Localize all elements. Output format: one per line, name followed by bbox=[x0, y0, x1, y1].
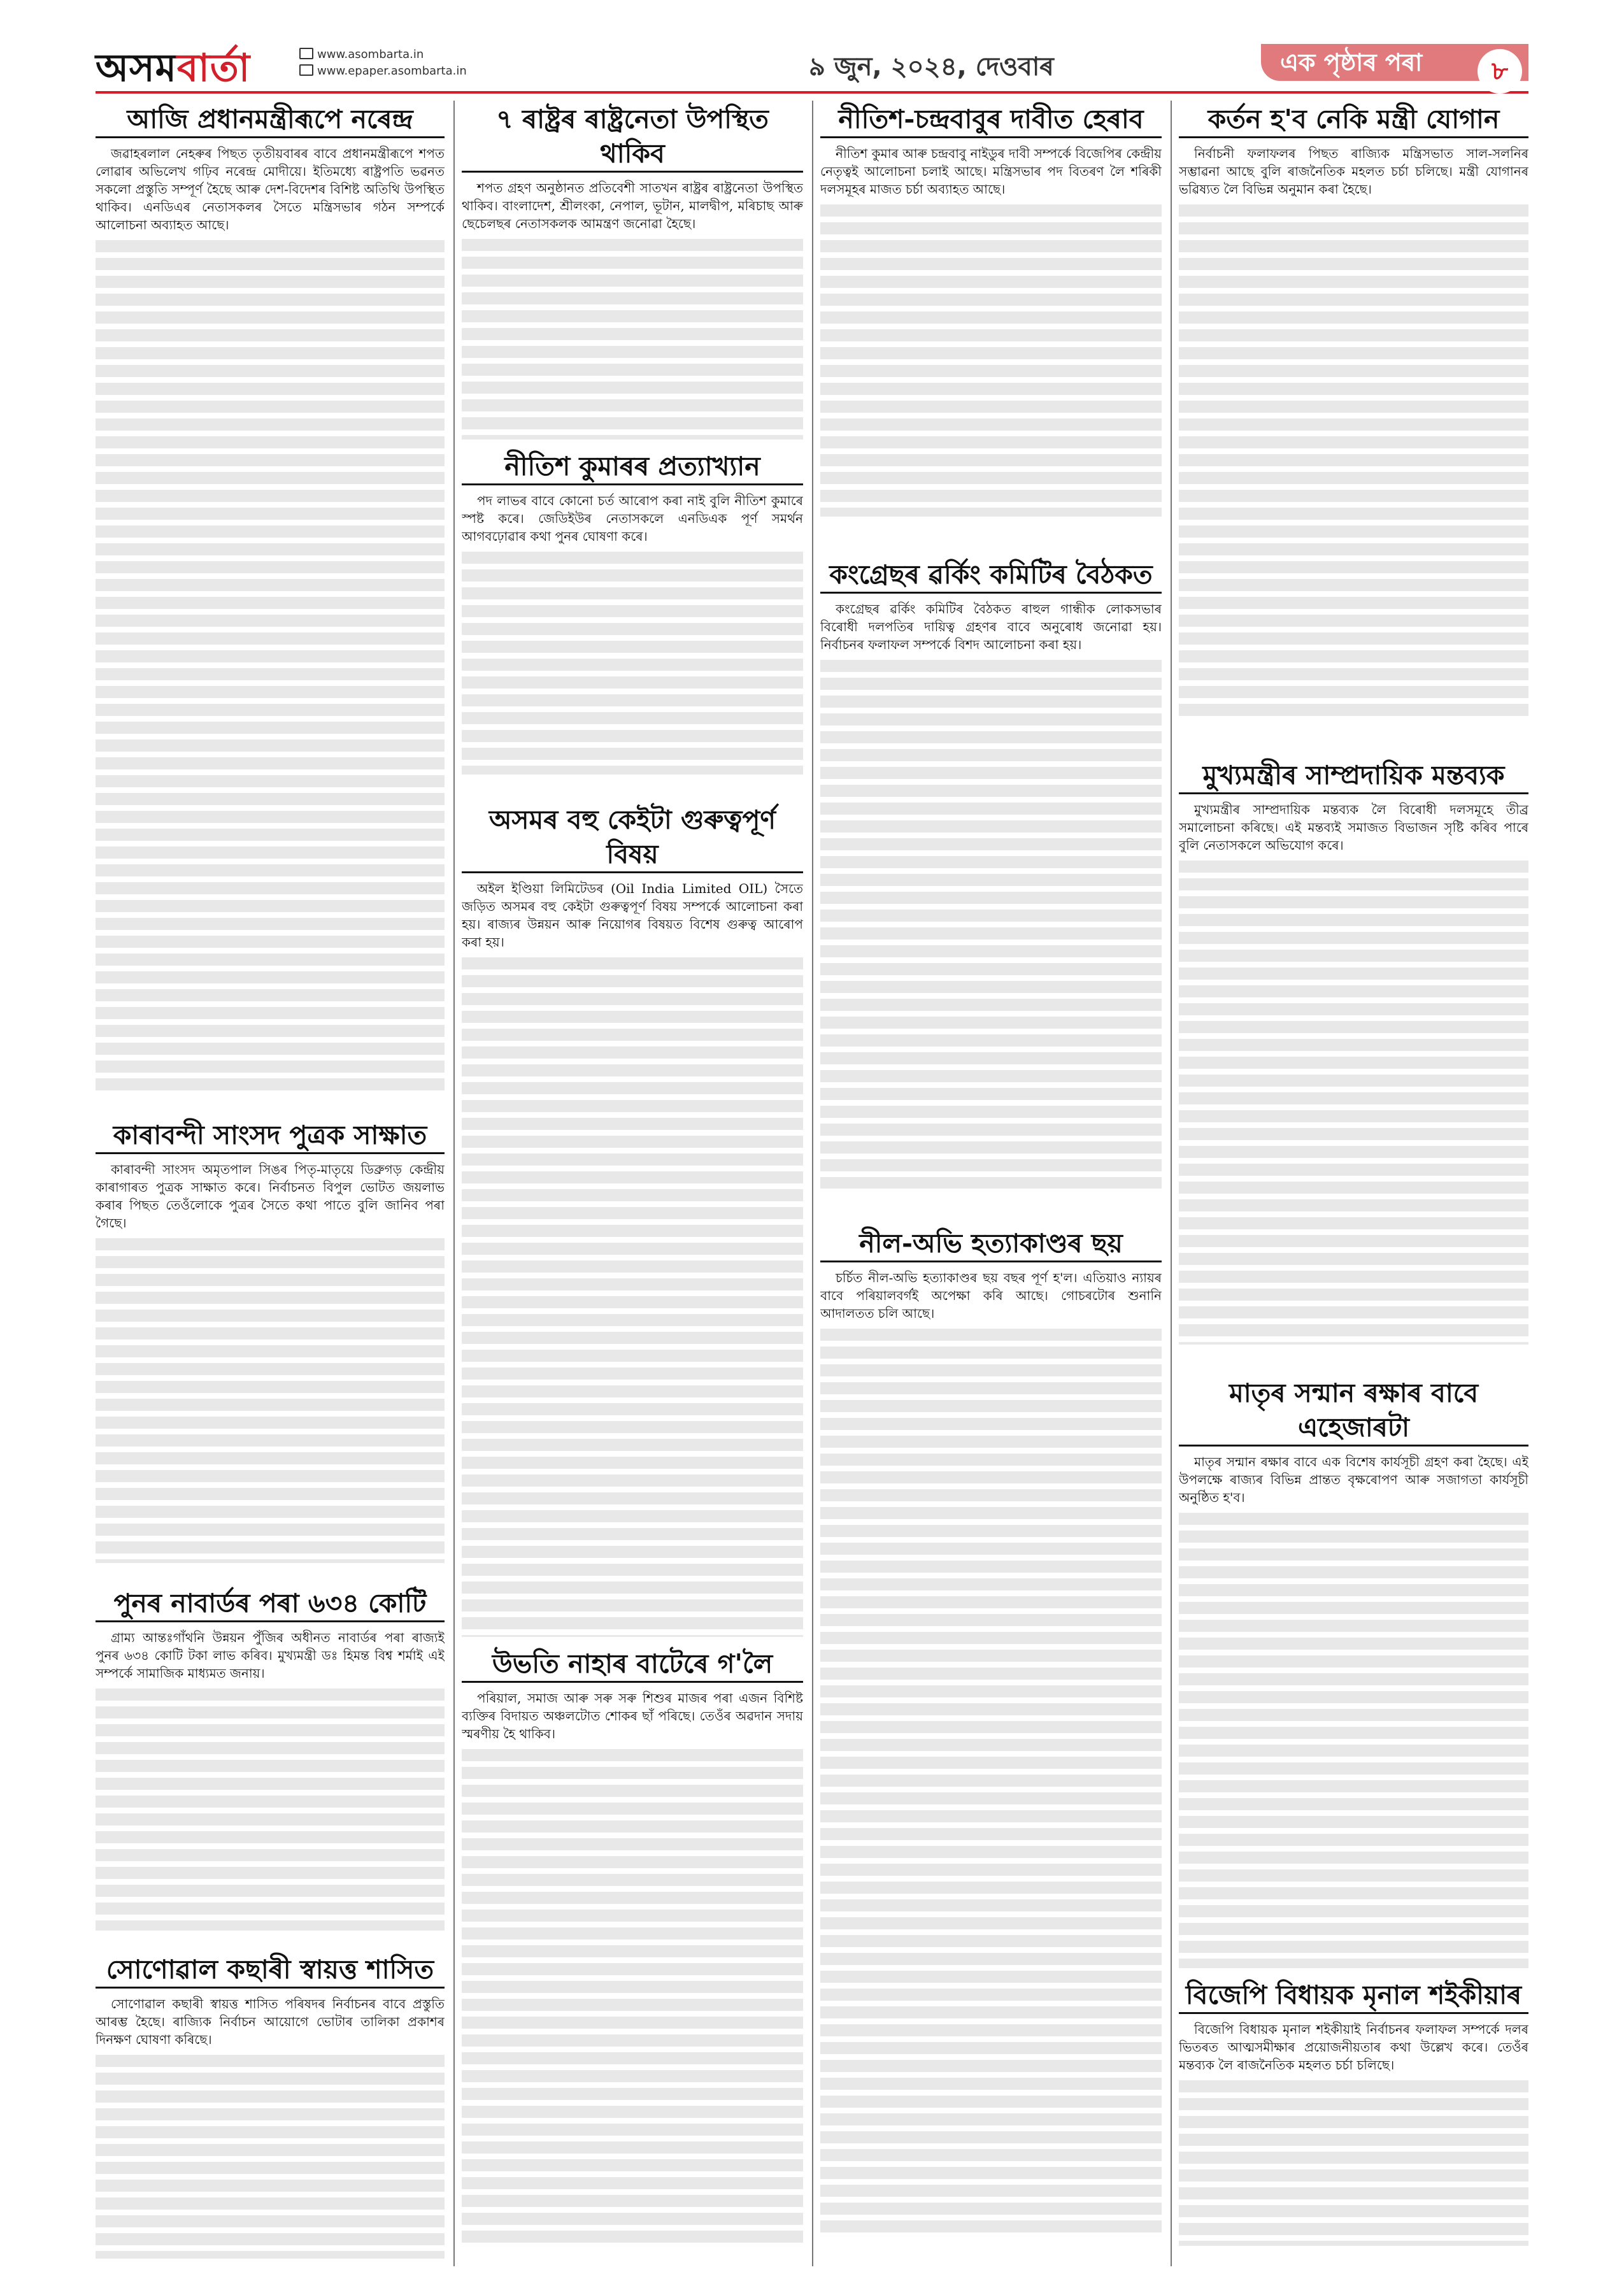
article bbox=[96, 1952, 445, 2264]
article bbox=[96, 1118, 445, 1576]
epaper-url[interactable]: www.epaper.asombarta.in bbox=[317, 64, 467, 78]
article-body bbox=[1179, 145, 1528, 198]
article-text-placeholder bbox=[820, 204, 1162, 517]
article-headline: নীতিশ-চন্দ্ৰবাবুৰ দাবীত হেৰাব bbox=[820, 102, 1162, 138]
article-text: পৰিয়াল, সমাজ আৰু সৰু সৰু শিশুৰ মাজৰ পৰা এজন বিশিষ্ট ব্যক্তিৰ বিদায়ত অঞ্চলটোত শোকৰ ছাঁ পৰিছে। তেওঁৰ অৱদান সদায় স্মৰণীয় হৈ থাকিব। bbox=[462, 1690, 803, 1741]
article-text-placeholder bbox=[1179, 861, 1528, 1345]
article-text-placeholder bbox=[96, 1238, 445, 1563]
article-headline: বিজেপি বিধায়ক মৃনাল শইকীয়াৰ bbox=[1179, 1978, 1528, 2014]
article-text: কংগ্ৰেছৰ ৱৰ্কিং কমিটিৰ বৈঠকত ৰাহুল গান্ধীক লোকসভাৰ বিৰোধী দলপতিৰ দায়িত্ব গ্ৰহণৰ বাবে অনুৰোধ জনোৱা হয়। নিৰ্বাচনৰ ফলাফল সম্পৰ্কে বিশদ আলোচনা কৰা হয়। bbox=[820, 601, 1162, 652]
article-body bbox=[462, 492, 803, 545]
column-divider bbox=[812, 101, 813, 2266]
website-url[interactable]: www.asombarta.in bbox=[317, 48, 424, 61]
article-body bbox=[96, 1995, 445, 2048]
article-body bbox=[820, 1269, 1162, 1322]
article bbox=[1179, 102, 1528, 748]
article bbox=[462, 803, 803, 1637]
article-body bbox=[1179, 2020, 1528, 2074]
article-text-placeholder bbox=[462, 552, 803, 775]
article-text: বিজেপি বিধায়ক মৃনাল শইকীয়াই নিৰ্বাচনৰ ফলাফল সম্পৰ্কে দলৰ ভিতৰত আত্মসমীক্ষাৰ প্ৰয়োজনীয়তাৰ কথা উল্লেখ কৰে। তেওঁৰ মন্তব্যক লৈ ৰাজনৈতিক মহলত চৰ্চা চলিছে। bbox=[1179, 2022, 1528, 2073]
article-headline: মুখ্যমন্ত্ৰীৰ সাম্প্ৰদায়িক মন্তব্যক bbox=[1179, 758, 1528, 794]
computer-icon bbox=[299, 64, 313, 76]
article bbox=[462, 449, 803, 793]
article-body bbox=[820, 600, 1162, 654]
article-headline: উভতি নাহাৰ বাটেৰে গ'লৈ bbox=[462, 1647, 803, 1683]
article-text: পদ লাভৰ বাবে কোনো চৰ্ত আৰোপ কৰা নাই বুলি নীতিশ কুমাৰে স্পষ্ট কৰে। জেডিইউৰ নেতাসকলে এনডিএক পূৰ্ণ সমৰ্থন আগবঢ়োৱাৰ কথা পুনৰ ঘোষণা কৰে। bbox=[462, 493, 803, 544]
article-text-placeholder bbox=[96, 1689, 445, 1931]
newspaper-logo bbox=[96, 39, 250, 103]
article-text: নিৰ্বাচনী ফলাফলৰ পিছত ৰাজ্যিক মন্ত্ৰিসভাত সাল-সলনিৰ সম্ভাৱনা আছে বুলি ৰাজনৈতিক মহলত চৰ্চা চলিছে। মন্ত্ৰী যোগানৰ ভৱিষ্যত লৈ বিভিন্ন অনুমান কৰা হৈছে। bbox=[1179, 146, 1528, 197]
article-headline: কৰ্তন হ'ব নেকি মন্ত্ৰী যোগান bbox=[1179, 102, 1528, 138]
article-headline: কাৰাবন্দী সাংসদ পুত্ৰক সাক্ষাত bbox=[96, 1118, 445, 1154]
article-body bbox=[462, 179, 803, 232]
article bbox=[1179, 1978, 1528, 2264]
article-body bbox=[1179, 1453, 1528, 1506]
article-body bbox=[820, 145, 1162, 198]
article-text: সোণোৱাল কছাৰী স্বায়ত্ত শাসিত পৰিষদৰ নিৰ্বাচনৰ বাবে প্ৰস্তুতি আৰম্ভ হৈছে। ৰাজ্যিক নিৰ্বাচন আয়োগে ভোটাৰ তালিকা প্ৰকাশৰ দিনক্ষণ ঘোষণা কৰিছে। bbox=[96, 1996, 445, 2047]
article-text-placeholder bbox=[1179, 204, 1528, 720]
article-text-placeholder bbox=[1179, 1513, 1528, 1968]
article bbox=[1179, 1376, 1528, 1968]
article bbox=[96, 102, 445, 1108]
article-text: জৱাহৰলাল নেহৰুৰ পিছত তৃতীয়বাৰৰ বাবে প্ৰধানমন্ত্ৰীৰূপে শপত লোৱাৰ অভিলেখ গঢ়িব নৰেন্দ্ৰ মোদীয়ে। ইতিমধ্যে ৰাষ্ট্ৰপতি ভৱনত সকলো প্ৰস্তুতি সম্পূৰ্ণ হৈছে আৰু দেশ-বিদেশৰ বিশিষ্ট অতিথি উপস্থিত থাকিব। এনডিএৰ নেতাসকলৰ সৈতে মন্ত্ৰিসভাৰ গঠন সম্পৰ্কে আলোচনা অব্যাহত আছে। bbox=[96, 146, 445, 232]
website-links bbox=[299, 46, 467, 80]
article-text: নীতিশ কুমাৰ আৰু চন্দ্ৰবাবু নাইডুৰ দাবী সম্পৰ্কে বিজেপিৰ কেন্দ্ৰীয় নেতৃত্বই আলোচনা চলাই আছে। মন্ত্ৰিসভাৰ পদ বিতৰণ লৈ শৰিকী দলসমূহৰ মাজত চৰ্চা অব্যাহত আছে। bbox=[820, 146, 1162, 197]
article-text-placeholder bbox=[820, 660, 1162, 1189]
article-text-placeholder bbox=[462, 239, 803, 439]
continuation-label: এক পৃষ্ঠাৰ পৰা bbox=[1280, 48, 1423, 76]
article-text-placeholder bbox=[1179, 2080, 1528, 2246]
article-text: শপত গ্ৰহণ অনুষ্ঠানত প্ৰতিবেশী সাতখন ৰাষ্ট্ৰৰ ৰাষ্ট্ৰনেতা উপস্থিত থাকিব। বাংলাদেশ, শ্ৰীলংকা, নেপাল, ভূটান, মালদ্বীপ, মৰিচাছ আৰু ছেচেলছৰ নেতাসকলক আমন্ত্ৰণ জনোৱা হৈছে। bbox=[462, 180, 803, 231]
article-text-placeholder bbox=[820, 1329, 1162, 2233]
article bbox=[820, 1226, 1162, 2264]
logo-part-right: বাৰ্তা bbox=[176, 46, 251, 90]
article-body bbox=[462, 1689, 803, 1743]
article-headline: মাতৃৰ সন্মান ৰক্ষাৰ বাবে এহেজাৰটা bbox=[1179, 1376, 1528, 1447]
article-headline: পুনৰ নাবাৰ্ডৰ পৰা ৬৩৪ কোটি bbox=[96, 1586, 445, 1622]
article-headline: নীল-অভি হত্যাকাণ্ডৰ ছয় bbox=[820, 1226, 1162, 1262]
article-headline: অসমৰ বহু কেইটা গুৰুত্বপূৰ্ণ বিষয় bbox=[462, 803, 803, 873]
column-divider bbox=[1171, 101, 1172, 2266]
article-body bbox=[96, 1629, 445, 1682]
article bbox=[462, 1647, 803, 2264]
logo-part-left: অসম bbox=[96, 46, 177, 90]
article-headline: আজি প্ৰধানমন্ত্ৰীৰূপে নৰেন্দ্ৰ bbox=[96, 102, 445, 138]
article-text-placeholder bbox=[462, 957, 803, 1637]
article bbox=[820, 557, 1162, 1217]
article-text: অইল ইণ্ডিয়া লিমিটেডৰ (Oil India Limited OIL) সৈতে জড়িত অসমৰ বহু কেইটা গুৰুত্বপূৰ্ণ বিষয় সম্পৰ্কে আলোচনা কৰা হয়। ৰাজ্যৰ উন্নয়ন আৰু নিয়োগৰ বিষয়ত বিশেষ গুৰুত্ব আৰোপ কৰা হয়। bbox=[462, 881, 803, 950]
article-headline: কংগ্ৰেছৰ ৱৰ্কিং কমিটিৰ বৈঠকত bbox=[820, 557, 1162, 594]
masthead bbox=[96, 35, 1528, 94]
article-headline: নীতিশ কুমাৰৰ প্ৰত্যাখ্যান bbox=[462, 449, 803, 485]
column-divider bbox=[453, 101, 455, 2266]
continuation-banner bbox=[1261, 44, 1528, 86]
article-body bbox=[1179, 801, 1528, 854]
article-body bbox=[462, 880, 803, 951]
article-text: গ্ৰাম্য আন্তঃগাঁথনি উন্নয়ন পুঁজিৰ অধীনত নাবাৰ্ডৰ পৰা ৰাজ্যই পুনৰ ৬৩৪ কোটি টকা লাভ কৰিব। মুখ্যমন্ত্ৰী ডঃ হিমন্ত বিশ্ব শৰ্মাই এই সম্পৰ্কে সামাজিক মাধ্যমত জনায়। bbox=[96, 1630, 445, 1681]
issue-date: ৯ জুন, ২০২৪, দেওবাৰ bbox=[809, 52, 1054, 82]
article-headline: সোণোৱাল কছাৰী স্বায়ত্ত শাসিত bbox=[96, 1952, 445, 1989]
article-text: কাৰাবন্দী সাংসদ অমৃতপাল সিঙৰ পিতৃ-মাতৃয়ে ডিব্ৰুগড় কেন্দ্ৰীয় কাৰাগাৰত পুত্ৰক সাক্ষাত কৰে। নিৰ্বাচনত বিপুল ভোটত জয়লাভ কৰাৰ পিছত তেওঁলোকে পুত্ৰৰ সৈতে কথা পাতে বুলি জানিব পৰা গৈছে। bbox=[96, 1162, 445, 1231]
computer-icon bbox=[299, 48, 313, 59]
article bbox=[820, 102, 1162, 548]
article-text: মাতৃৰ সন্মান ৰক্ষাৰ বাবে এক বিশেষ কাৰ্যসূচী গ্ৰহণ কৰা হৈছে। এই উপলক্ষে ৰাজ্যৰ বিভিন্ন প্ৰান্তত বৃক্ষৰোপণ আৰু সজাগতা কাৰ্যসূচী অনুষ্ঠিত হ'ব। bbox=[1179, 1454, 1528, 1505]
article-text-placeholder bbox=[96, 2055, 445, 2259]
article bbox=[96, 1586, 445, 1943]
article-body bbox=[96, 145, 445, 234]
page-number: ৮ bbox=[1478, 49, 1522, 94]
article bbox=[462, 102, 803, 439]
article-headline: ৭ ৰাষ্ট্ৰৰ ৰাষ্ট্ৰনেতা উপস্থিত থাকিব bbox=[462, 102, 803, 173]
article bbox=[1179, 758, 1528, 1366]
article-text-placeholder bbox=[96, 240, 445, 1094]
article-body bbox=[96, 1161, 445, 1232]
article-text-placeholder bbox=[462, 1749, 803, 2246]
article-text: চৰ্চিত নীল-অভি হত্যাকাণ্ডৰ ছয় বছৰ পূৰ্ণ হ'ল। এতিয়াও ন্যায়ৰ বাবে পৰিয়ালবৰ্গই অপেক্ষা কৰি আছে। গোচৰটোৰ শুনানি আদালতত চলি আছে। bbox=[820, 1270, 1162, 1321]
article-text: মুখ্যমন্ত্ৰীৰ সাম্প্ৰদায়িক মন্তব্যক লৈ বিৰোধী দলসমূহে তীব্ৰ সমালোচনা কৰিছে। এই মন্তব্যই সমাজত বিভাজন সৃষ্টি কৰিব পাৰে বুলি নেতাসকলে অভিযোগ কৰে। bbox=[1179, 802, 1528, 853]
